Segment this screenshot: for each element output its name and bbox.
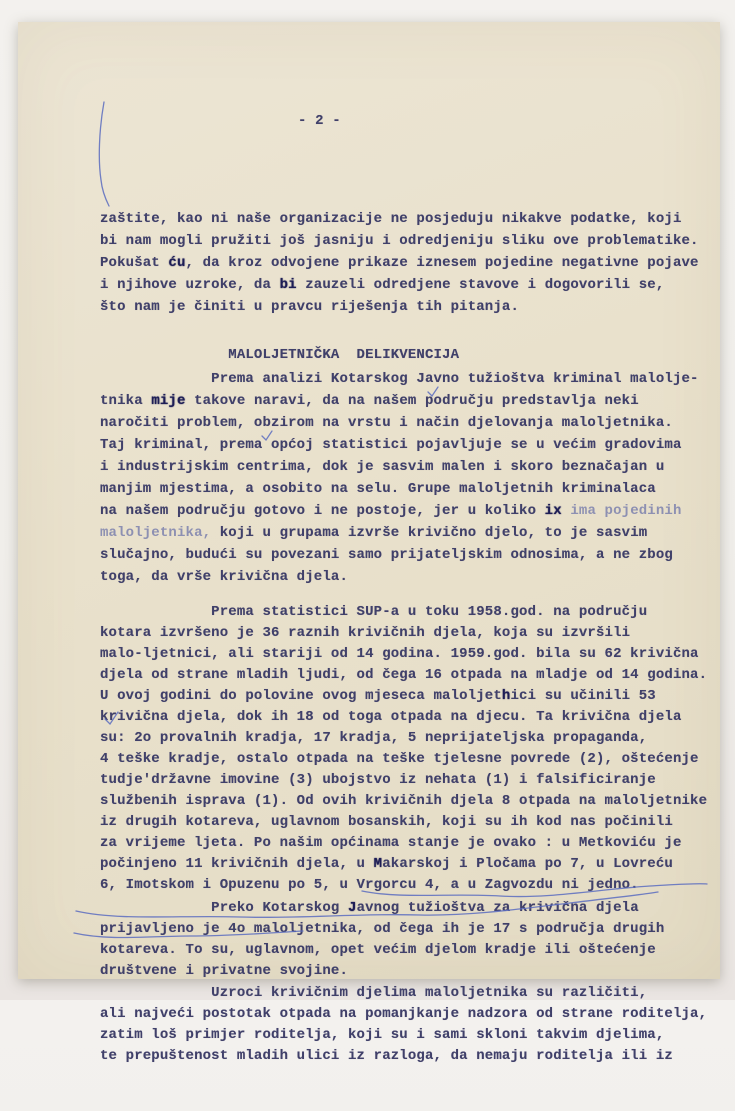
text-line: [100, 368, 708, 390]
text-line: [100, 208, 708, 230]
text-segment: su: 2o provalnih kradja, 17 kradja, 5 neprijateljska propaganda,: [100, 730, 648, 746]
text-line: [100, 749, 708, 770]
text-line: [100, 544, 708, 566]
text-line: [100, 644, 708, 665]
text-line: [100, 665, 708, 686]
text-segment: , da kroz odvojene prikaze iznesem pojedine negativne pojave: [185, 255, 699, 271]
text-segment: te prepuštenost mladih ulici iz razloga, da nemaju roditelja ili iz: [100, 1048, 673, 1064]
typewritten-text: [100, 66, 708, 1111]
text-segment: ali najveći postotak otpada na pomanjkanje nadzora od strane roditelja,: [100, 1006, 708, 1022]
text-segment: i industrijskim centrima, dok je sasvim malen i skoro beznačajan u: [100, 459, 665, 475]
text-line: [100, 434, 708, 456]
text-segment: Uzroci krivičnim djelima maloljetnika su različiti,: [100, 985, 648, 1001]
text-segment: J: [348, 900, 357, 916]
text-line: [100, 344, 708, 366]
text-segment: i njihove uzroke, da: [100, 277, 280, 293]
text-segment: Prema analizi Kotarskog Javno tužioštva kriminal malolje-: [100, 371, 699, 387]
text-line: [100, 1004, 708, 1025]
text-segment: ću: [168, 255, 186, 271]
text-segment: počinjeno 11 krivičnih djela, u: [100, 856, 374, 872]
text-line: [100, 230, 708, 252]
text-segment: zaštite, kao ni naše organizacije ne posjeduju nikakve podatke, koji: [100, 211, 682, 227]
text-segment: bi: [279, 277, 297, 293]
text-line: [100, 252, 708, 274]
text-segment: slučajno, budući su povezani samo prijateljskim odnosima, a ne zbog: [100, 547, 673, 563]
text-line: [100, 770, 708, 791]
text-segment: kotareva. To su, uglavnom, opet većim djelom kradje ili oštećenje: [100, 942, 656, 958]
text-segment: tudje'državne imovine (3) ubojstvo iz nehata (1) i falsificiranje: [100, 772, 656, 788]
text-segment: naročiti problem, obzirom na vrstu i način djelovanja maloljetnika.: [100, 415, 673, 431]
text-line: [100, 456, 708, 478]
paragraph: [100, 368, 708, 588]
text-segment: ima pojedinih: [570, 503, 682, 519]
text-segment: toga, da vrše krivična djela.: [100, 569, 348, 585]
paragraph: [100, 602, 708, 896]
text-segment: krivična djela, dok ih 18 od toga otpada na djecu. Ta krivična djela: [100, 709, 682, 725]
text-line: [100, 1046, 708, 1067]
text-segment: M: [373, 856, 383, 872]
text-segment: zauzeli odredjene stavove i dogovorili se,: [296, 277, 665, 293]
text-line: [100, 875, 708, 896]
text-segment: Preko Kotarskog: [100, 900, 348, 916]
text-segment: Pokušat: [100, 255, 169, 271]
text-segment: iz drugih kotareva, uglavnom bosanskih, koji su ih kod nas počinili: [100, 814, 673, 830]
text-line: [100, 686, 708, 707]
text-line: [100, 602, 708, 623]
text-line: [100, 919, 708, 940]
text-segment: ici su učinili 53: [510, 688, 656, 704]
text-segment: 6, Imotskom i Opuzenu po 5, u Vrgorcu 4, a u Zagvozdu ni jedno.: [100, 877, 639, 893]
text-line: [100, 833, 708, 854]
text-segment: 4 teške kradje, ostalo otpada na teške tjelesne povrede (2), oštećenje: [100, 751, 699, 767]
text-segment: maloljetnika,: [100, 525, 212, 541]
text-segment: za vrijeme ljeta. Po našim općinama stanje je ovako : u Metkoviću je: [100, 835, 682, 851]
section-heading: [100, 344, 708, 366]
text-line: [100, 623, 708, 644]
paragraph: [100, 898, 708, 982]
text-segment: službenih isprava (1). Od ovih krivičnih djela 8 otpada na maloljetnike: [100, 793, 708, 809]
text-line: [100, 854, 708, 875]
text-segment: MALOLJETNIČKA DELIKVENCIJA: [100, 347, 460, 363]
text-line: [100, 728, 708, 749]
text-segment: bi nam mogli pružiti još jasniju i odredjeniju sliku ove problematike.: [100, 233, 699, 249]
paragraph: [100, 983, 708, 1067]
text-segment: tnika: [100, 393, 152, 409]
text-segment: avnog tužioštva za krivična djela: [356, 900, 639, 916]
text-segment: što nam je činiti u pravcu riješenja tih pitanja.: [100, 299, 520, 315]
text-segment: koji u grupama izvrše krivično djelo, to je sasvim: [211, 525, 648, 541]
text-segment: na našem području gotovo i ne postoje, jer u koliko: [100, 503, 545, 519]
text-line: [100, 478, 708, 500]
text-line: [100, 707, 708, 728]
text-line: [100, 940, 708, 961]
paragraph-container: [100, 208, 708, 1067]
text-line: [100, 1025, 708, 1046]
text-line: [100, 390, 708, 412]
text-line: [100, 296, 708, 318]
text-segment: prijavljeno je 4o maloljetnika, od čega ih je 17 s područja drugih: [100, 921, 665, 937]
text-line: [100, 274, 708, 296]
text-line: [100, 898, 708, 919]
text-line: [100, 522, 708, 544]
text-segment: društvene i privatne svojine.: [100, 963, 348, 979]
text-line: [100, 983, 708, 1004]
document-page: [18, 22, 720, 1064]
text-segment: U ovoj godini do polovine ovog mjeseca maloljet: [100, 688, 502, 704]
text-segment: takove naravi, da na našem području predstavlja neki: [185, 393, 639, 409]
text-line: [100, 412, 708, 434]
text-line: [100, 791, 708, 812]
text-segment: h: [501, 688, 511, 704]
text-segment: ix: [544, 503, 562, 519]
text-segment: akarskoj i Pločama po 7, u Lovreću: [382, 856, 673, 872]
text-line: [100, 812, 708, 833]
text-segment: malo-ljetnici, ali stariji od 14 godina. 1959.god. bila su 62 krivična: [100, 646, 699, 662]
text-line: [100, 566, 708, 588]
text-line: [100, 961, 708, 982]
text-segment: Prema statistici SUP-a u toku 1958.god. na području: [100, 604, 648, 620]
text-segment: manjim mjestima, a osobito na selu. Grupe maloljetnih kriminalaca: [100, 481, 656, 497]
text-segment: mije: [151, 393, 186, 409]
text-line: [100, 500, 708, 522]
text-segment: Taj kriminal, prema općoj statistici pojavljuje se u većim gradovima: [100, 437, 682, 453]
text-segment: djela od strane mladih ljudi, od čega 16 otpada na mladje od 14 godina.: [100, 667, 708, 683]
page-number: - 2 -: [298, 113, 341, 129]
paragraph: [100, 208, 708, 318]
text-segment: kotara izvršeno je 36 raznih krivičnih djela, koja su izvršili: [100, 625, 631, 641]
text-segment: zatim loš primjer roditelja, koji su i sami skloni takvim djelima,: [100, 1027, 665, 1043]
